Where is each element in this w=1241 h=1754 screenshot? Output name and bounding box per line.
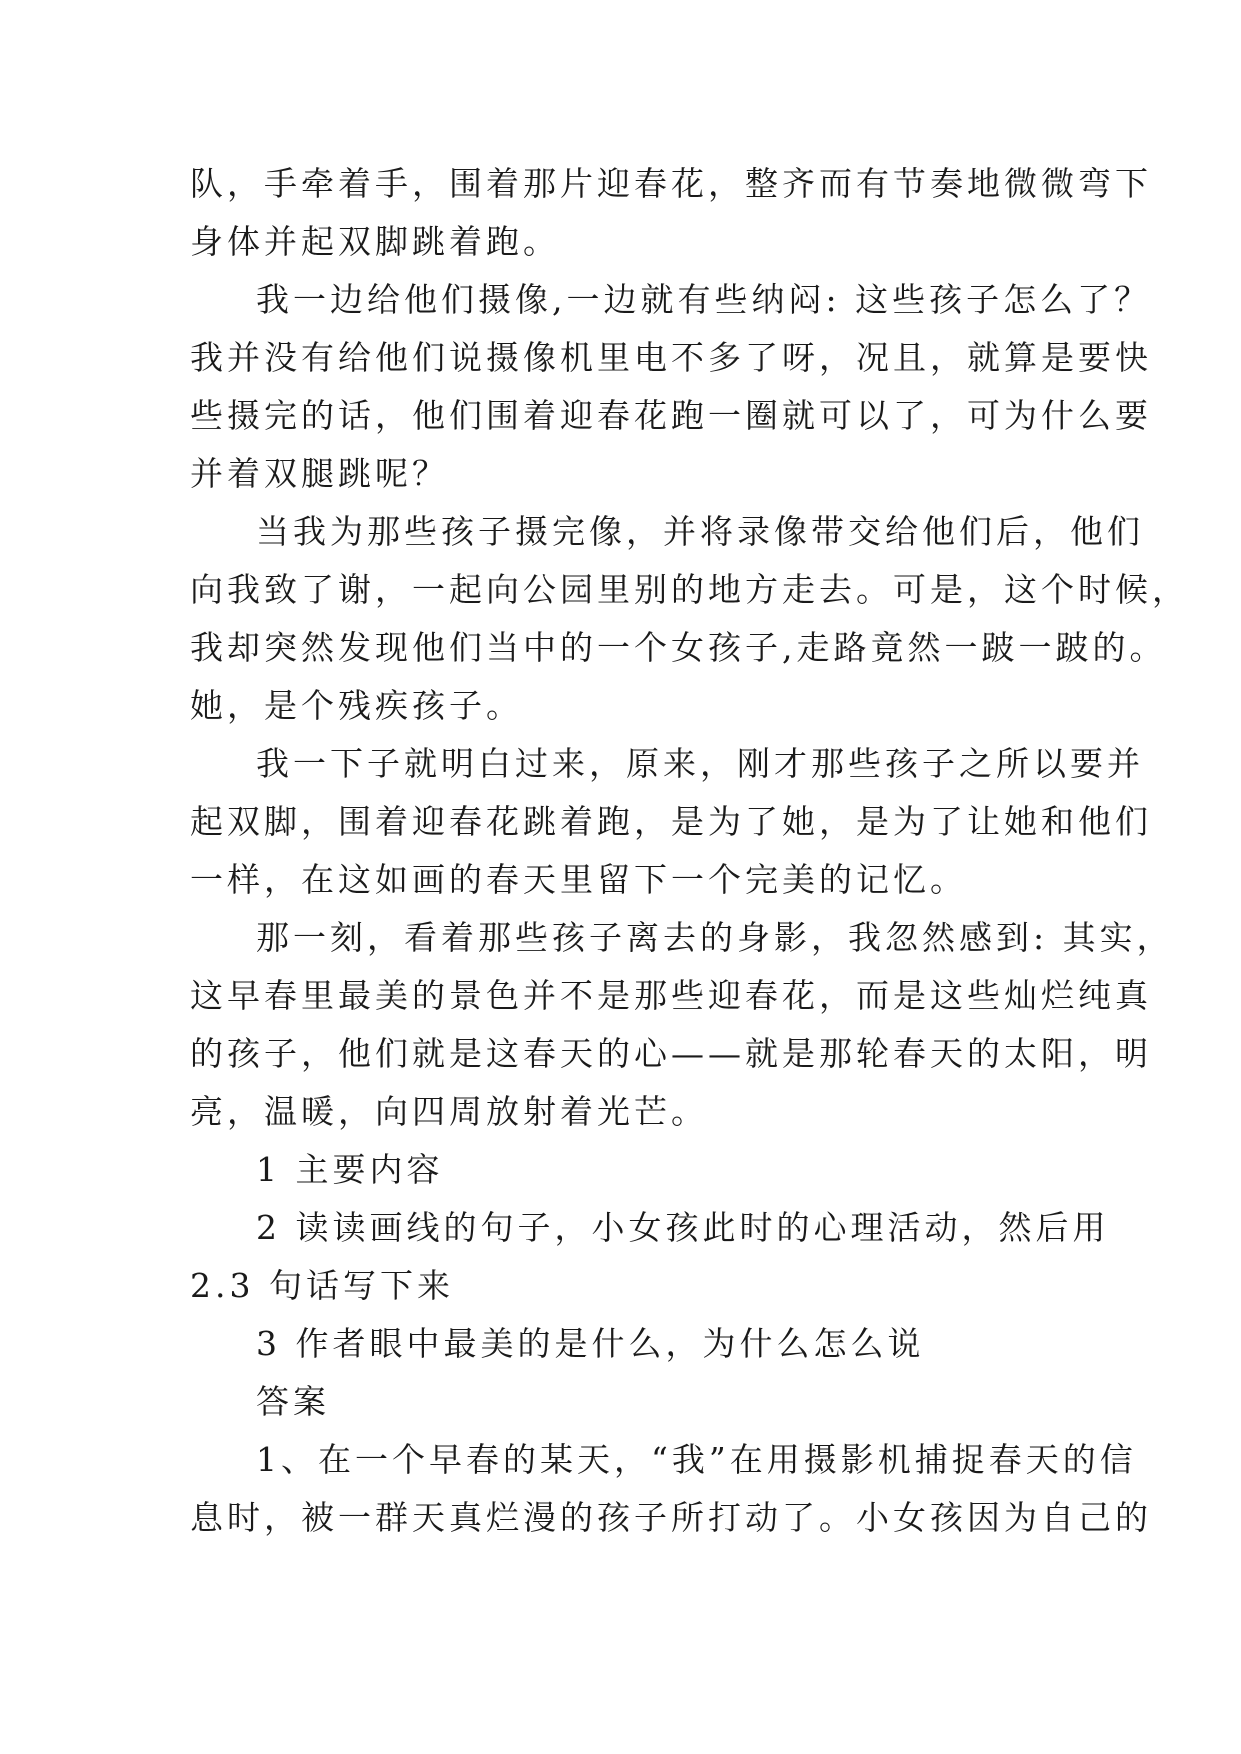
text-line: 亮，温暖，向四周放射着光芒。 (190, 1092, 708, 1131)
answer-1: 1、在一个早春的某天，“我”在用摄影机捕捉春天的信 (256, 1440, 1137, 1479)
document-body (190, 155, 1189, 1547)
text-line: 她，是个残疾孩子。 (190, 686, 523, 725)
text-line: 一样，在这如画的春天里留下一个完美的记忆。 (190, 860, 967, 899)
question-2: 2 读读画线的句子，小女孩此时的心理活动，然后用 (256, 1208, 1110, 1247)
answer-heading: 答案 (256, 1382, 330, 1421)
text-line: 的孩子，他们就是这春天的心——就是那轮春天的太阳，明 (190, 1034, 1152, 1073)
text-line: 些摄完的话，他们围着迎春花跑一圈就可以了，可为什么要 (190, 396, 1152, 435)
question-2-continued: 2.3 句话写下来 (190, 1266, 454, 1305)
question-1: 1 主要内容 (256, 1150, 444, 1189)
paragraph-start-line: 那一刻，看着那些孩子离去的身影，我忽然感到: 其实， (256, 918, 1174, 957)
paragraph-start-line: 我一下子就明白过来，原来，刚才那些孩子之所以要并 (256, 744, 1144, 783)
paragraph-start-line: 我一边给他们摄像,一边就有些纳闷: 这些孩子怎么了？ (256, 280, 1152, 319)
text-line: 起双脚，围着迎春花跳着跑，是为了她，是为了让她和他们 (190, 802, 1152, 841)
text-line: 队，手牵着手，围着那片迎春花，整齐而有节奏地微微弯下 (190, 164, 1152, 203)
paragraph-start-line: 当我为那些孩子摄完像，并将录像带交给他们后，他们 (256, 512, 1144, 551)
question-3: 3 作者眼中最美的是什么，为什么怎么说 (256, 1324, 925, 1363)
text-line: 身体并起双脚跳着跑。 (190, 222, 560, 261)
text-line: 并着双腿跳呢？ (190, 454, 449, 493)
text-line: 我却突然发现他们当中的一个女孩子,走路竟然一跛一跛的。 (190, 628, 1167, 667)
text-line: 向我致了谢，一起向公园里别的地方走去。可是，这个时候， (190, 570, 1189, 609)
answer-1-continued: 息时，被一群天真烂漫的孩子所打动了。小女孩因为自己的 (190, 1498, 1152, 1537)
text-line: 这早春里最美的景色并不是那些迎春花，而是这些灿烂纯真 (190, 976, 1152, 1015)
text-line: 我并没有给他们说摄像机里电不多了呀，况且，就算是要快 (190, 338, 1152, 377)
